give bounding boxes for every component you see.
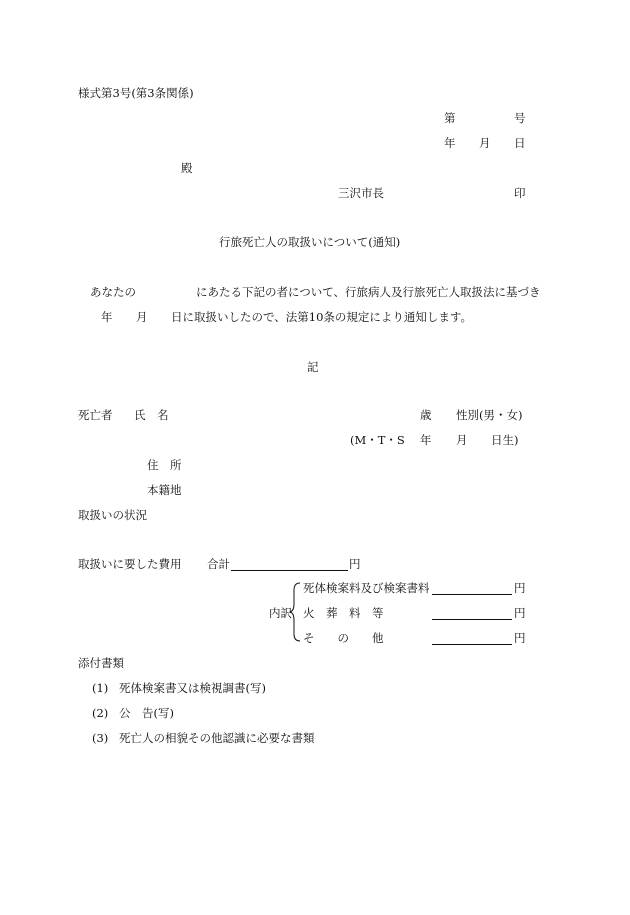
total-underline	[231, 570, 348, 571]
birth-day: 日生)	[491, 433, 519, 447]
breakdown-label: 内訳	[269, 606, 292, 620]
breakdown-item-3: そ の 他	[303, 631, 384, 645]
recipient-dono: 殿	[181, 161, 193, 175]
cost-label: 取扱いに要した費用	[78, 557, 182, 571]
attachments-label: 添付書類	[78, 656, 124, 670]
breakdown-item-2-yen: 円	[514, 606, 526, 620]
breakdown-item-1: 死体検案料及び検案書料	[303, 581, 430, 595]
breakdown-item-2: 火 葬 料 等	[303, 606, 384, 620]
attachment-text-1: 死体検案書又は検視調書(写)	[119, 681, 266, 695]
breakdown-item-3-underline	[432, 644, 512, 645]
domicile-label: 本籍地	[147, 483, 182, 497]
attachment-text-3: 死亡人の相貌その他認識に必要な書類	[119, 731, 315, 745]
form-number: 様式第3号(第3条関係)	[78, 86, 194, 100]
attachment-text-2: 公 告(写)	[119, 706, 174, 720]
breakdown-item-1-underline	[432, 594, 512, 595]
attachment-num-2: (2)	[92, 706, 109, 720]
situation-label: 取扱いの状況	[78, 508, 147, 522]
birth-month: 月	[456, 433, 468, 447]
body-line2-month: 月	[136, 310, 148, 324]
birth-year: 年	[420, 433, 432, 447]
name-label: 氏 名	[134, 408, 169, 422]
body-line1-rest: にあたる下記の者について、行旅病人及行旅死亡人取扱法に基づき	[196, 285, 541, 299]
body-line1-start: あなたの	[90, 285, 136, 299]
age-label: 歳	[420, 408, 432, 422]
attachment-num-3: (3)	[92, 731, 109, 745]
seal-mark: 印	[514, 186, 526, 200]
sex-label: 性別(男・女)	[456, 408, 523, 422]
document-title: 行旅死亡人の取扱いについて(通知)	[219, 235, 401, 249]
breakdown-item-1-yen: 円	[514, 581, 526, 595]
date-day: 日	[514, 136, 526, 150]
body-line2-year: 年	[101, 310, 113, 324]
total-yen: 円	[349, 557, 361, 571]
breakdown-item-3-yen: 円	[514, 631, 526, 645]
number-go: 号	[514, 111, 526, 125]
number-dai: 第	[444, 111, 456, 125]
era-label: (M・T・S	[350, 433, 405, 447]
address-label: 住 所	[147, 458, 182, 472]
ki-heading: 記	[307, 360, 319, 374]
date-month: 月	[479, 136, 491, 150]
sender-name: 三沢市長	[338, 186, 384, 200]
deceased-label: 死亡者	[78, 408, 113, 422]
attachment-num-1: (1)	[92, 681, 109, 695]
breakdown-brace	[290, 582, 304, 642]
breakdown-item-2-underline	[432, 619, 512, 620]
total-label: 合計	[207, 557, 230, 571]
body-line2-rest: 日に取扱いしたので、法第10条の規定により通知します。	[171, 310, 472, 324]
date-year: 年	[444, 136, 456, 150]
